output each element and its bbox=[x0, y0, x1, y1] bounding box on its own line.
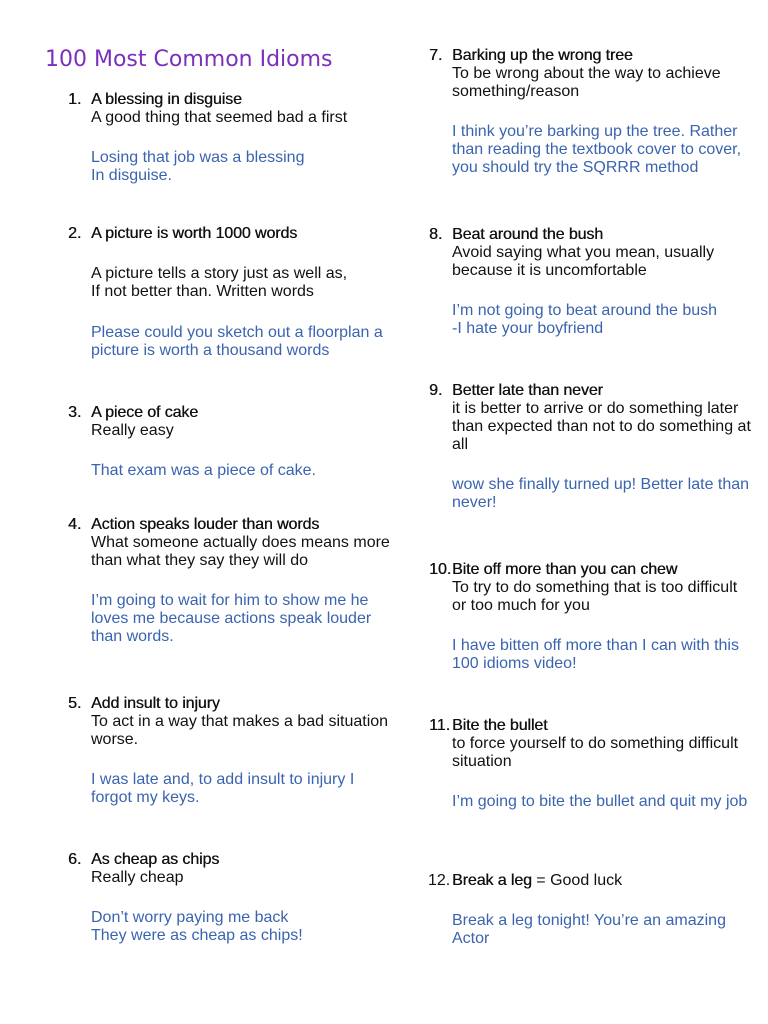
idiom-example-line: Don’t worry paying me back bbox=[91, 909, 289, 927]
idiom-definition-line: A picture tells a story just as well as, bbox=[91, 265, 348, 283]
idiom-definition-line: Really cheap bbox=[91, 869, 184, 886]
idiom-heading: As cheap as chips bbox=[91, 851, 220, 868]
idiom-example-line: That exam was a piece of cake. bbox=[91, 462, 316, 480]
idiom-number: 12. bbox=[428, 872, 451, 889]
idiom-heading: Better late than never bbox=[452, 382, 603, 399]
idiom-definition-line: To act in a way that makes a bad situation bbox=[91, 713, 389, 730]
idiom-example-line: They were as cheap as chips! bbox=[91, 927, 303, 945]
idiom-example-line: 100 idioms video! bbox=[452, 655, 577, 673]
idiom-definition-line: Avoid saying what you mean, usually bbox=[452, 244, 715, 261]
idiom-definition-line: situation bbox=[452, 753, 512, 770]
idiom-item-2 bbox=[68, 225, 383, 360]
idiom-example-line: I’m going to bite the bullet and quit my job bbox=[452, 793, 748, 811]
idiom-number: 11. bbox=[429, 717, 451, 734]
idiom-number: 6. bbox=[68, 851, 82, 868]
idiom-number: 4. bbox=[68, 516, 82, 533]
idiom-example-line: loves me because actions speak louder bbox=[91, 610, 372, 628]
idiom-example-line: picture is worth a thousand words bbox=[91, 341, 330, 359]
idiom-definition-line: Really easy bbox=[91, 422, 174, 439]
idiom-definition-line: because it is uncomfortable bbox=[452, 262, 647, 279]
idiom-definition-line: all bbox=[452, 436, 469, 453]
page-title: 100 Most Common Idioms bbox=[45, 47, 333, 72]
idiom-item-12 bbox=[428, 872, 726, 948]
idiom-heading: A piece of cake bbox=[91, 404, 199, 421]
idiom-example-line: wow she finally turned up! Better late than bbox=[452, 476, 750, 494]
idiom-heading: Beat around the bush bbox=[452, 226, 604, 243]
idiom-number: 9. bbox=[429, 382, 443, 399]
idiom-example-line: than words. bbox=[91, 628, 174, 646]
idiom-heading: Bite off more than you can chew bbox=[452, 561, 678, 578]
idiom-number: 7. bbox=[429, 47, 443, 64]
idiom-definition-line: it is better to arrive or do something later bbox=[452, 400, 739, 417]
idiom-example-line: I’m not going to beat around the bush bbox=[452, 302, 718, 320]
idiom-example-line: I have bitten off more than I can with this bbox=[452, 637, 739, 655]
idiom-definition-line: A good thing that seemed bad a first bbox=[91, 109, 348, 126]
idiom-heading: Action speaks louder than words bbox=[91, 516, 320, 533]
idiom-definition-line: something/reason bbox=[452, 83, 580, 100]
idiom-example-line: I’m going to wait for him to show me he bbox=[91, 592, 369, 610]
idiom-example-line: I was late and, to add insult to injury I bbox=[91, 771, 355, 789]
idiom-definition-line: or too much for you bbox=[452, 597, 590, 614]
idiom-item-8 bbox=[429, 226, 718, 338]
idiom-heading: A picture is worth 1000 words bbox=[91, 225, 298, 242]
idiom-example-line: than reading the textbook cover to cover, bbox=[452, 141, 742, 159]
idiom-item-4 bbox=[68, 516, 390, 646]
idiom-item-3 bbox=[68, 404, 316, 480]
idiom-example-line: Actor bbox=[452, 930, 490, 948]
idiom-heading: Add insult to injury bbox=[91, 695, 220, 712]
idiom-heading: A blessing in disguise bbox=[91, 91, 242, 108]
idiom-heading: Barking up the wrong tree bbox=[452, 47, 633, 64]
idiom-example-line: never! bbox=[452, 494, 497, 512]
idiom-definition-line: If not better than. Written words bbox=[91, 283, 314, 301]
idiom-number: 1. bbox=[68, 91, 82, 108]
idiom-example-line: In disguise. bbox=[91, 167, 172, 185]
idiom-heading: Bite the bullet bbox=[452, 717, 548, 734]
idiom-definition-line: than expected than not to do something at bbox=[452, 418, 751, 435]
idiom-item-7 bbox=[429, 47, 742, 177]
idiom-item-1 bbox=[68, 91, 348, 185]
idiom-item-11 bbox=[429, 717, 748, 811]
idiom-example-line: Losing that job was a blessing bbox=[91, 149, 305, 167]
idiom-definition-line: to force yourself to do something difficult bbox=[452, 735, 739, 752]
idiom-number: 8. bbox=[429, 226, 443, 243]
idiom-number: 3. bbox=[68, 404, 82, 421]
idiom-definition-line: To try to do something that is too difficult bbox=[452, 579, 738, 596]
idiom-item-9 bbox=[429, 382, 751, 512]
idiom-number: 5. bbox=[68, 695, 82, 712]
idiom-example-line: Please could you sketch out a floorplan a bbox=[91, 323, 383, 341]
idiom-heading: Break a leg bbox=[452, 872, 532, 889]
idiom-definition-line: What someone actually does means more bbox=[91, 534, 390, 551]
idiom-item-5 bbox=[68, 695, 389, 807]
idiom-example-line: I think you’re barking up the tree. Rather bbox=[452, 123, 738, 141]
idiom-inline-definition: = Good luck bbox=[531, 872, 623, 889]
idiom-example-line: -I hate your boyfriend bbox=[452, 320, 604, 338]
idiom-definition-line: than what they say they will do bbox=[91, 552, 309, 569]
idiom-example-line: forgot my keys. bbox=[91, 789, 200, 807]
idiom-example-line: you should try the SQRRR method bbox=[452, 159, 699, 177]
idiom-number: 2. bbox=[68, 225, 82, 242]
idiom-number: 10. bbox=[429, 561, 452, 578]
idiom-definition-line: To be wrong about the way to achieve bbox=[452, 65, 721, 82]
idiom-item-6 bbox=[68, 851, 303, 945]
idiom-item-10 bbox=[429, 561, 739, 673]
idiom-example-line: Break a leg tonight! You’re an amazing bbox=[452, 912, 726, 930]
idiom-definition-line: worse. bbox=[91, 731, 139, 748]
